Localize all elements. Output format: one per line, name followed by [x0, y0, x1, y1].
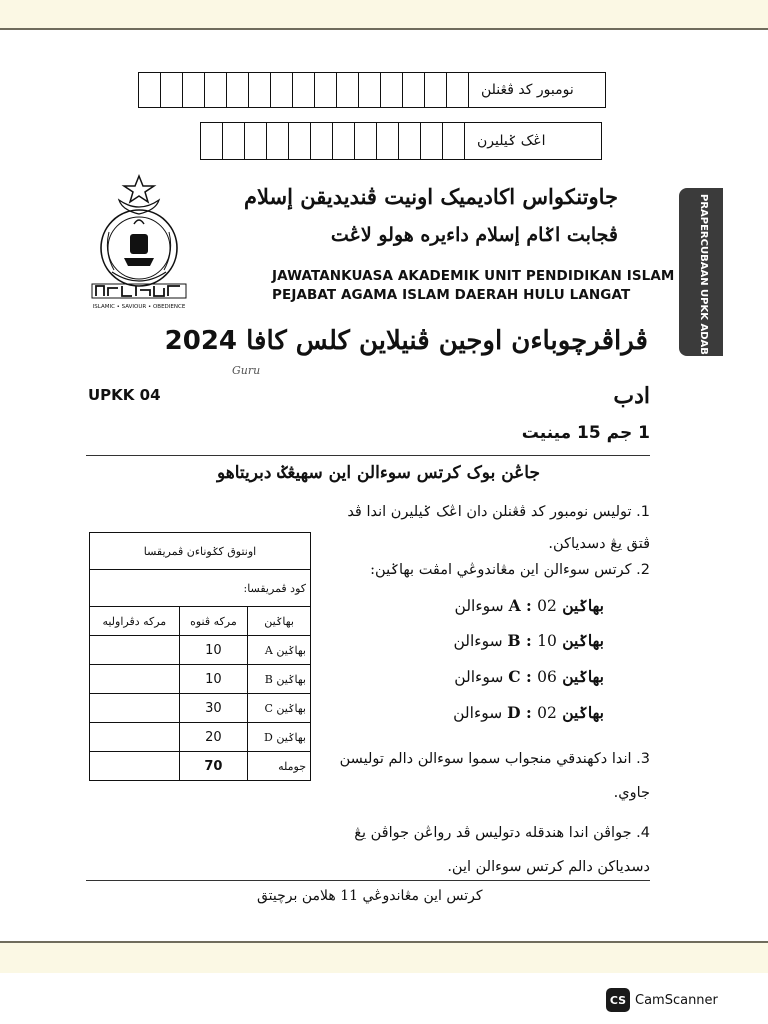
instruction-1 — [320, 496, 650, 560]
examiner-marks-table — [89, 532, 311, 781]
part-label: بهاݢين D : — [507, 703, 604, 722]
entry-box-cell[interactable] — [205, 73, 227, 107]
duration-minutes-label: مينيت — [521, 423, 572, 443]
duration-minutes-num: 15 — [577, 423, 601, 443]
full-marks-cell: 10 — [179, 665, 248, 694]
part-count: 10 سوءالن — [453, 632, 557, 650]
exam-year: 2024 — [164, 326, 238, 356]
marks-obtained-cell[interactable] — [90, 694, 180, 723]
marks-table-title: اونتوق کݢوناءن ڤمريقسا — [90, 533, 311, 570]
entry-box-cell[interactable] — [425, 73, 447, 107]
part-cell: بهاݢين C — [248, 694, 311, 723]
jakim-crest-logo — [84, 172, 194, 312]
entry-box-cell[interactable] — [381, 73, 403, 107]
camscanner-name: CamScanner — [635, 992, 718, 1008]
paper-code: UPKK 04 — [88, 386, 161, 404]
exam-title-text: ڤراڤرچوباءن اوجين ڤنيلاين کلس کافا — [246, 326, 648, 356]
entry-box-cell[interactable] — [333, 123, 355, 159]
total-full-marks: 70 — [179, 752, 248, 781]
instruction-text: کرتس سوءالن اين مڠاندوڠي امڤت بهاݢين: — [370, 562, 632, 578]
entry-box-cell[interactable] — [403, 73, 425, 107]
entry-box-cell[interactable] — [249, 73, 271, 107]
part-label: بهاݢين C : — [508, 667, 604, 686]
turn-number-box — [200, 122, 602, 160]
part-cell: بهاݢين A — [248, 636, 311, 665]
header-jawi-line1: جاوتنکواس اکاديميک اونيت ڤنديديقن إسلام — [243, 184, 618, 209]
part-count: 06 سوءالن — [454, 668, 557, 686]
table-row — [90, 723, 311, 752]
side-tab-label: PRAPERCUBAAN UPKK ADAB — [698, 194, 709, 355]
table-row — [90, 694, 311, 723]
entry-box-cell[interactable] — [161, 73, 183, 107]
entry-box-cell[interactable] — [399, 123, 421, 159]
duration-hours: 1 جم — [606, 423, 650, 443]
camscanner-logo-icon: CS — [606, 988, 630, 1012]
table-row-total — [90, 752, 311, 781]
entry-box-cell[interactable] — [443, 123, 464, 159]
header-latin-line1: JAWATANKUASA AKADEMIK UNIT PENDIDIKAN ISLAM — [272, 268, 675, 284]
entry-box-cell[interactable] — [421, 123, 443, 159]
part-a-line — [455, 596, 604, 615]
marks-obtained-cell[interactable] — [90, 665, 180, 694]
header-marks-obtained: مرکه دڤراوليه — [90, 607, 180, 636]
instruction-text: اندا دکهندقي منجواب سموا سوءالن دالم توليسن جاوي. — [339, 751, 650, 801]
entry-box-cell[interactable] — [447, 73, 468, 107]
entry-box-cell[interactable] — [311, 123, 333, 159]
scan-bottom-band — [0, 941, 768, 973]
header-latin-line2: PEJABAT AGAMA ISLAM DAERAH HULU LANGAT — [272, 287, 631, 303]
instruction-3 — [320, 742, 650, 810]
part-label: بهاݢين B : — [507, 631, 604, 650]
entry-box-cell[interactable] — [183, 73, 205, 107]
marks-obtained-cell[interactable] — [90, 636, 180, 665]
instructions-heading: جاڠن بوک کرتس سوءالن اين سهيڠݢ دبريتاهو — [217, 463, 540, 483]
instruction-2 — [320, 562, 650, 578]
full-marks-cell: 10 — [179, 636, 248, 665]
candidate-number-box — [138, 72, 606, 108]
divider-top — [86, 455, 650, 456]
part-d-line — [453, 703, 604, 722]
header-part: بهاݢين — [248, 607, 311, 636]
entry-box-cell[interactable] — [293, 73, 315, 107]
turn-number-cells[interactable] — [201, 123, 464, 159]
header-jawi-line2: ڤجابت اݢام إسلام داءيره هولو لاڠت — [330, 224, 618, 246]
table-row — [90, 636, 311, 665]
divider-bottom — [86, 880, 650, 881]
entry-box-cell[interactable] — [227, 73, 249, 107]
entry-box-cell[interactable] — [201, 123, 223, 159]
entry-box-cell[interactable] — [359, 73, 381, 107]
instruction-4 — [320, 816, 650, 884]
subject-name: ادب — [613, 383, 650, 409]
total-label: جومله — [248, 752, 311, 781]
side-tab — [679, 188, 723, 356]
candidate-number-label: نومبور کد ڤڠنلن — [468, 73, 605, 107]
part-b-line — [453, 631, 604, 650]
entry-box-cell[interactable] — [245, 123, 267, 159]
header-full-marks: مرکه ڤنوه — [179, 607, 248, 636]
candidate-number-cells[interactable] — [139, 73, 468, 107]
entry-box-cell[interactable] — [289, 123, 311, 159]
entry-box-cell[interactable] — [267, 123, 289, 159]
marks-obtained-cell[interactable] — [90, 723, 180, 752]
exam-duration — [522, 423, 650, 443]
entry-box-cell[interactable] — [355, 123, 377, 159]
part-count: 02 سوءالن — [454, 597, 557, 615]
entry-box-cell[interactable] — [315, 73, 337, 107]
handwritten-annotation: Guru — [232, 364, 261, 377]
entry-box-cell[interactable] — [223, 123, 245, 159]
part-c-line — [454, 667, 604, 686]
table-row — [90, 665, 311, 694]
part-label: بهاݢين A : — [508, 596, 604, 615]
camscanner-watermark — [606, 988, 718, 1012]
entry-box-cell[interactable] — [139, 73, 161, 107]
total-obtained-cell[interactable] — [90, 752, 180, 781]
instruction-number: 4. — [636, 825, 650, 841]
exam-title — [165, 326, 648, 356]
part-count: 02 سوءالن — [453, 704, 557, 722]
examiner-code-label: کود ڤمريقسا: — [90, 570, 311, 607]
page-count-note: کرتس اين مڠاندوڠي 11 هلامن برچيتق — [257, 888, 483, 904]
logo-motto: ISLAMIC • SAVIOUR • OBEDIENCE — [92, 304, 186, 310]
full-marks-cell: 30 — [179, 694, 248, 723]
full-marks-cell: 20 — [179, 723, 248, 752]
scan-top-band — [0, 0, 768, 30]
instruction-text: جواڤن اندا هندقله دتوليس ڤد رواڠن جواڤن يڠ دسدياکن دالم کرتس سوءالن اين. — [354, 825, 650, 875]
part-cell: بهاݢين B — [248, 665, 311, 694]
entry-box-cell[interactable] — [271, 73, 293, 107]
entry-box-cell[interactable] — [337, 73, 359, 107]
instruction-number: 2. — [636, 562, 650, 578]
instruction-number: 3. — [636, 751, 650, 767]
turn-number-label: اڠک ݢيليرن — [464, 123, 601, 159]
part-cell: بهاݢين D — [248, 723, 311, 752]
instruction-number: 1. — [636, 504, 650, 520]
entry-box-cell[interactable] — [377, 123, 399, 159]
instruction-text: توليس نومبور کد ڤڠنلن دان اڠک ݢيليرن اندا ڤد ڤتق يڠ دسدياکن. — [347, 504, 650, 552]
